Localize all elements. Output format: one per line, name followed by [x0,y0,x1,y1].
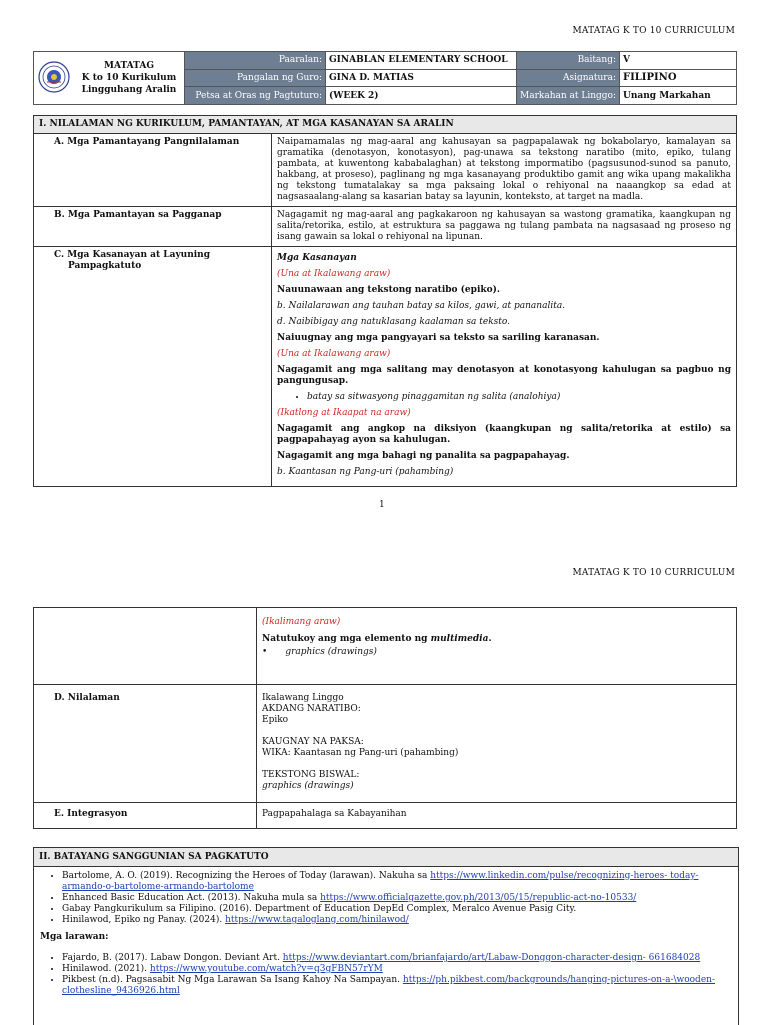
section-1 [33,115,737,487]
picture-link[interactable]: https://www.youtube.com/watch?v=q3gFBN57rYM [149,964,383,974]
competencies-label-line1: C. Mga Kasanayan at Layuning [54,250,211,260]
day-marker-3: (Ikatlong at Ikaapat na araw) [277,408,411,418]
competency-1b: b. Nailalarawan ang tauhan batay sa kilos, gawi, at pananalita. [277,301,566,311]
curriculum-header: MATATAG K TO 10 CURRICULUM [572,26,735,36]
picture-link[interactable]: https://www.deviantart.com/brianfajardo/art/Labaw-Donggon-character-design- 661684028 [282,953,701,963]
date-value: (WEEK 2) [326,87,517,105]
standards-a-text: Naipamamalas ng mag-aaral ang kahusayan sa pagpapalawak ng bokabolaryo, kamalayan sa gramatika (denotasyon, konotasyon), pag-unawa sa tekstong naratibo (mito, epiko, tulang pambata, at kuwentong kababalaghan) at tekstong impormatibo (pagsusunod-sunod sa panuto, hakbang, at proseso), paglinang ng mga kasanayang produktibo gamit ang wika upang makalikha ng tekstong tumatalakay sa mga paksaing lokal o rehiyonal na naaangkop sa edad at nagsasaalang-alang sa kasarian batay sa layunin, konteksto, at target na madla. [272,134,737,207]
section-1-continued [33,607,737,829]
competency-6-em: multimedia [430,634,489,644]
integration-label: E. Integrasyon [34,803,257,829]
continued-content [257,608,737,685]
reference-text: Bartolome, A. O. (2019). Recognizing the Heroes of Today (larawan). Nakuha sa [62,871,431,881]
competency-5b: b. Kaantasan ng Pang-uri (pahambing) [277,467,454,477]
competencies-heading: Mga Kasanayan [277,253,357,263]
integration-text: Pagpapahalaga sa Kabayanihan [257,803,737,829]
reference-text: Enhanced Basic Education Act. (2013). Nakuha mula sa [62,893,321,903]
grade-value: V [620,52,737,70]
quarter-label: Markahan at Linggo: [517,87,620,105]
date-label: Petsa at Oras ng Pagtuturo: [185,87,326,105]
section-2 [33,847,739,1025]
deped-seal-cell [34,52,75,105]
reference-text: Hinilawod, Epiko ng Panay. (2024). [62,915,226,925]
competency-6-bullet-text: graphics (drawings) [285,647,377,657]
reference-item [62,871,730,893]
school-value: GINABLAN ELEMENTARY SCHOOL [326,52,517,70]
competency-3: Nagagamit ang mga salitang may denotasyon at konotasyong kahulugan sa pagbuo ng pangungusap. [277,365,731,386]
picture-text: Hinilawod. (2021). [62,964,150,974]
reference-link[interactable]: https://www.tagaloglang.com/hinilawod/ [225,915,409,925]
competency-6-bullet: • graphics (drawings) [262,647,377,657]
title-matatag: MATATAG [103,61,155,71]
content-line: WIKA: Kaantasan ng Pang-uri (pahambing) [262,748,459,758]
reference-item [62,904,730,915]
competency-6-pre: Natutukoy ang mga elemento ng [262,634,431,644]
school-label: Paaralan: [185,52,326,70]
standards-b-text: Nagagamit ng mag-aaral ang pagkakaroon ng kahusayan sa wastong gramatika, kaangkupan ng salita/retorika, estilo, at estruktura sa paggawa ng tulang pambata na nagsasaad ng proseso ng isang gawain sa lokal o rehiyonal na lipunan. [272,207,737,247]
competency-1: Nauunawaan ang tekstong naratibo (epiko). [277,285,501,295]
competency-1d: d. Naibibigay ang natuklasang kaalaman sa teksto. [277,317,510,327]
picture-item [62,975,730,997]
title-block [74,52,185,105]
day-marker-1: (Una at Ikalawang araw) [277,269,391,279]
reference-list [42,871,730,926]
teacher-label: Pangalan ng Guro: [185,69,326,87]
reference-text: Gabay Pangkurikulum sa Filipino. (2016). Department of Education DepEd Complex, Meralco Avenue Pasig City. [62,904,577,914]
reference-link[interactable]: https://www.linkedin.com/pulse/recognizing-heroes- today-armando-o-bartolome-armando-bartolome [62,871,699,892]
content-line: AKDANG NARATIBO: [262,704,361,714]
competencies-content [272,247,737,487]
teacher-value: GINA D. MATIAS [326,69,517,87]
content-line [262,759,731,770]
picture-item [62,964,730,975]
reference-item [62,893,730,904]
content-line: TEKSTONG BISWAL: [262,770,360,780]
reference-link[interactable]: https://www.officialgazette.gov.ph/2013/05/15/republic-act-no-10533/ [320,893,637,903]
lesson-header [33,51,737,105]
subject-label: Asignatura: [517,69,620,87]
standards-a-label: A. Mga Pamantayang Pangnilalaman [34,134,272,207]
competency-2: Naiuugnay ang mga pangyayari sa teksto sa sariling karanasan. [277,333,600,343]
section-2-title: II. BATAYANG SANGGUNIAN SA PAGKATUTO [34,848,738,867]
competency-6-post: . [488,634,492,644]
competency-6 [262,634,731,645]
deped-seal-icon [38,61,70,93]
quarter-value: Unang Markahan [620,87,737,105]
competency-4: Nagagamit ang angkop na diksiyon (kaangkupan ng salita/retorika at estilo) sa pagpapahayag ayon sa kahulugan. [277,424,731,445]
pictures-label: Mga larawan: [40,932,109,942]
picture-text: Fajardo, B. (2017). Labaw Dongon. Deviant Art. [62,953,283,963]
title-lingguhang: Lingguhang Aralin [81,85,177,95]
content-label: D. Nilalaman [34,685,257,803]
content-line: Epiko [262,715,289,725]
title-kurikulum: K to 10 Kurikulum [81,73,177,83]
day-marker-2: (Una at Ikalawang araw) [277,349,391,359]
picture-text: Pikbest (n.d). Pagsasabit Ng Mga Larawan Sa Isang Kahoy Na Sampayan. [62,975,403,985]
competencies-label [34,247,272,487]
content-line [262,726,731,737]
curriculum-header-page2: MATATAG K TO 10 CURRICULUM [572,568,735,578]
picture-link[interactable]: https://ph.pikbest.com/backgrounds/hanging-pictures-on-a-\wooden-clothesline_9436926.html [62,975,715,996]
grade-label: Baitang: [517,52,620,70]
day-marker-5: (Ikalimang araw) [262,617,341,627]
competencies-label-line2: Pampagkatuto [68,261,142,271]
references [34,867,738,1001]
subject-value: FILIPINO [620,69,737,87]
competency-3-bullets [277,392,731,403]
section-1-title: I. NILALAMAN NG KURIKULUM, PAMANTAYAN, AT MGA KASANAYAN SA ARALIN [34,116,737,134]
competency-3-bullet: • batay sa sitwasyong pinaggamitan ng salita (analohiya) [307,392,731,403]
picture-item [62,953,730,964]
reference-item [62,915,730,926]
content-line: KAUGNAY NA PAKSA: [262,737,364,747]
competency-5: Nagagamit ang mga bahagi ng panalita sa pagpapahayag. [277,451,570,461]
continued-label-cell [34,608,257,685]
page-number: 1 [379,500,385,510]
standards-b-label: B. Mga Pamantayan sa Pagganap [34,207,272,247]
content-line-last: graphics (drawings) [262,781,354,791]
content-line: Ikalawang Linggo [262,693,344,703]
picture-list [42,953,730,997]
content-text [257,685,737,803]
